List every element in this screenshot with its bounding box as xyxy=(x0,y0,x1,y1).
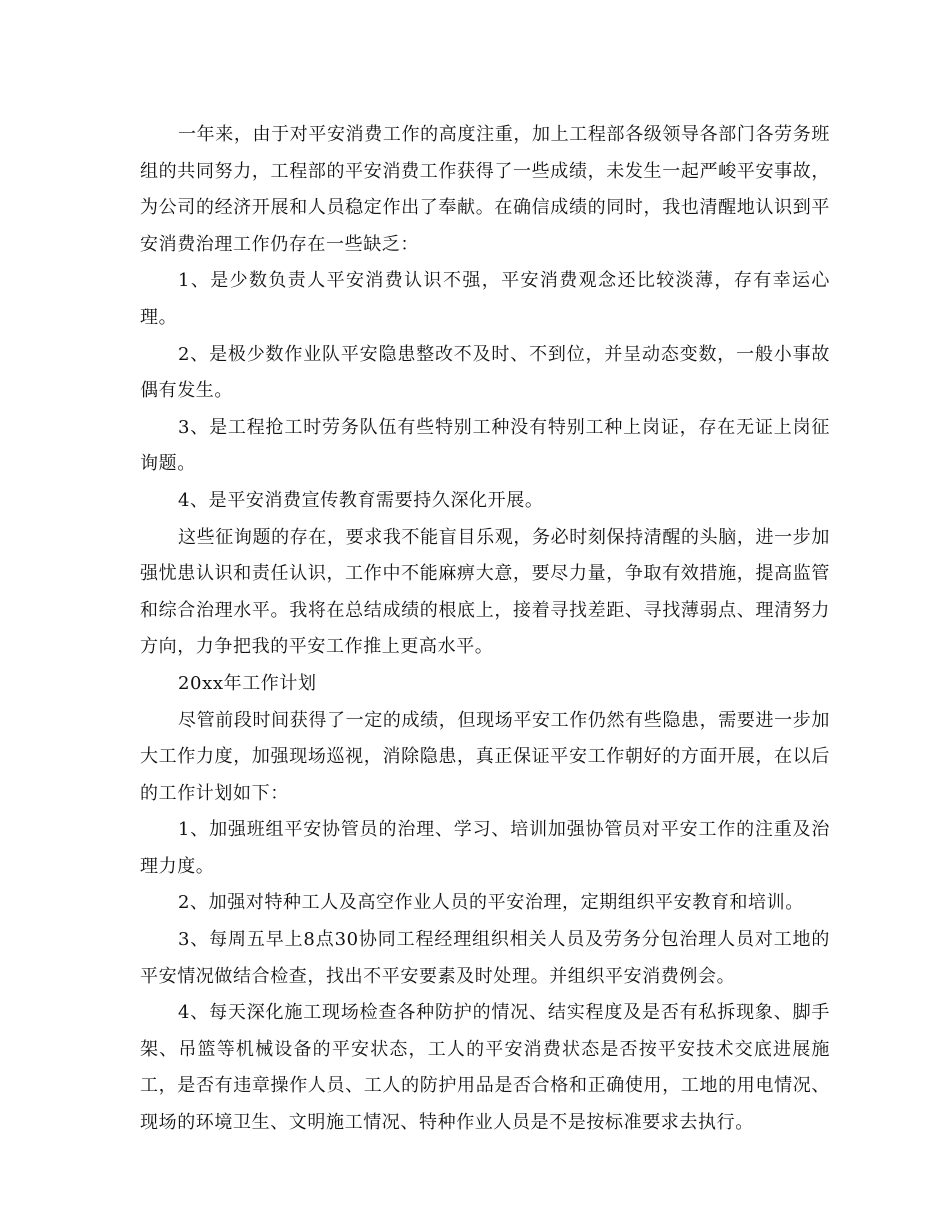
paragraph-shortcoming-4: 4、是平安消费宣传教育需要持久深化开展。 xyxy=(178,489,544,511)
paragraph-summary-intro: 一年来，由于对平安消费工作的高度注重，加上工程部各级领导各部门各劳务班组的共同努力，工程部的平安消费工作获得了一些成绩，未发生一起严峻平安事故，为公司的经济开展和人员稳定作出了奉献。在确信成绩的同时，我也清醒地认识到平安消费治理工作仍存在一些缺乏： xyxy=(140,124,830,255)
paragraph-shortcoming-3: 3、是工程抢工时劳务队伍有些特别工种没有特别工种上岗证，存在无证上岗征询题。 xyxy=(140,416,830,475)
section-heading-work-plan: 20xx年工作计划 xyxy=(178,672,317,694)
paragraph-plan-intro: 尽管前段时间获得了一定的成绩，但现场平安工作仍然有些隐患，需要进一步加大工作力度，加强现场巡视，消除隐患，真正保证平安工作朝好的方面开展，在以后的工作计划如下： xyxy=(140,709,830,804)
paragraph-improvement: 这些征询题的存在，要求我不能盲目乐观，务必时刻保持清醒的头脑，进一步加强忧患认识和责任认识，工作中不能麻痹大意，要尽力量，争取有效措施，提高监管和综合治理水平。我将在总结成绩的根底上，接着寻找差距、寻找薄弱点、理清努力方向，力争把我的平安工作推上更高水平。 xyxy=(140,526,830,658)
paragraph-plan-item-1: 1、加强班组平安协管员的治理、学习、培训加强协管员对平安工作的注重及治理力度。 xyxy=(140,819,830,877)
paragraph-shortcoming-1: 1、是少数负责人平安消费认识不强，平安消费观念还比较淡薄，存有幸运心理。 xyxy=(140,270,830,328)
paragraph-plan-item-4: 4、每天深化施工现场检查各种防护的情况、结实程度及是否有私拆现象、脚手架、吊篮等机械设备的平安状态，工人的平安消费状态是否按平安技术交底进展施工，是否有违章操作人员、工人的防护用品是否合格和正确使用，工地的用电情况、现场的环境卫生、文明施工情况、特种作业人员是不是按标准要求去执行。 xyxy=(140,1002,830,1134)
paragraph-plan-item-2: 2、加强对特种工人及高空作业人员的平安治理，定期组织平安教育和培训。 xyxy=(178,892,804,914)
paragraph-plan-item-3: 3、每周五早上8点30协同工程经理组织相关人员及劳务分包治理人员对工地的平安情况做结合检查，找出不平安要素及时处理。并组织平安消费例会。 xyxy=(140,929,830,987)
paragraph-shortcoming-2: 2、是极少数作业队平安隐患整改不及时、不到位，并呈动态变数，一般小事故偶有发生。 xyxy=(140,343,830,402)
